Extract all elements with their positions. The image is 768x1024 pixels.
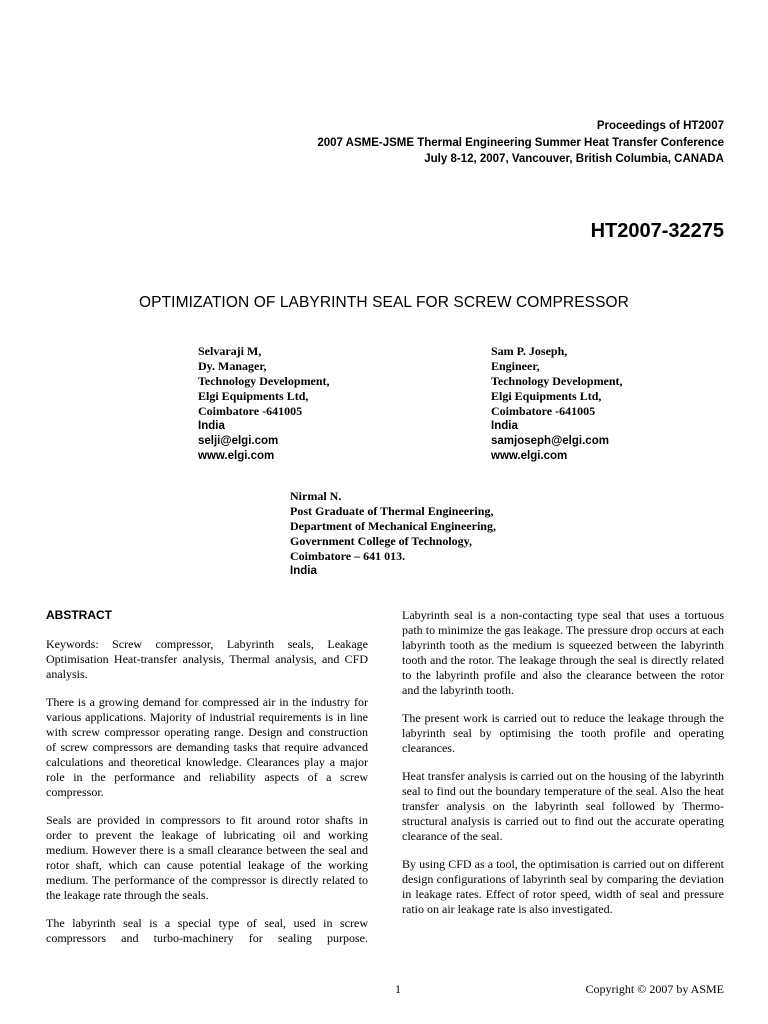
author-website: www.elgi.com bbox=[198, 450, 275, 462]
author-position: Post Graduate of Thermal Engineering, bbox=[290, 504, 494, 518]
conference-header bbox=[200, 118, 724, 168]
author-country: India bbox=[290, 565, 317, 577]
author-name: Selvaraji M, bbox=[198, 344, 262, 358]
body-paragraph: Heat transfer analysis is carried out on the housing of the labyrinth seal to find out the boundary temperature of the seal. Also the heat transfer analysis on the labyrinth seal followed by Thermo-structural analysis is carried out to find out the accurate operating clearance of the seal. bbox=[402, 769, 724, 843]
author-organization: Elgi Equipments Ltd, bbox=[198, 389, 309, 403]
author-name: Sam P. Joseph, bbox=[491, 344, 568, 358]
author-position: Dy. Manager, bbox=[198, 359, 267, 373]
abstract-heading: ABSTRACT bbox=[46, 608, 112, 622]
body-paragraph: Seals are provided in compressors to fit around rotor shafts in order to prevent the leakage of lubricating oil and working medium. However there is a small clearance between the seal and rotor shaft, which can cause potential leakage of the working medium. The performance of the compressor is directly related to the leakage rate through the seals. bbox=[46, 813, 368, 902]
left-column bbox=[46, 608, 368, 959]
author-country: India bbox=[198, 420, 225, 432]
body-paragraph: The labyrinth seal is a special type of seal, used in screw compressors and turbo-machinery for sealing purpose. bbox=[46, 916, 368, 945]
author-block-2 bbox=[491, 344, 623, 464]
author-email: selji@elgi.com bbox=[198, 435, 279, 447]
author-department: Technology Development, bbox=[198, 374, 330, 388]
author-name: Nirmal N. bbox=[290, 489, 342, 503]
author-city: Coimbatore -641005 bbox=[198, 404, 303, 418]
paper-title: OPTIMIZATION OF LABYRINTH SEAL FOR SCREW COMPRESSOR bbox=[139, 294, 629, 311]
conference-name: 2007 ASME-JSME Thermal Engineering Summer Heat Transfer Conference bbox=[317, 136, 724, 149]
author-country: India bbox=[491, 420, 518, 432]
body-paragraph: There is a growing demand for compressed air in the industry for various applications. Majority of industrial requirements is in line with screw compressor operating range. Design and construction of screw compressors are demanding tasks that require advanced calculations and theoretical knowledge. Clearances play a major role in the performance and reliability aspects of a screw compressor. bbox=[46, 695, 368, 799]
body-paragraph: By using CFD as a tool, the optimisation is carried out on different design configurations of labyrinth seal by comparing the deviation in leakage rates. Effect of rotor speed, width of seal and pressure ratio on air leakage rate is also investigated. bbox=[402, 857, 724, 916]
body-paragraph: Labyrinth seal is a non-contacting type seal that uses a tortuous path to minimize the gas leakage. The pressure drop occurs at each labyrinth tooth as the medium is squeezed between the labyrinth tooth and the rotor. The leakage through the seal is directly related to the labyrinth profile and also the clearance between the rotor and the labyrinth tooth. bbox=[402, 608, 724, 697]
author-organization: Government College of Technology, bbox=[290, 534, 472, 548]
author-department: Department of Mechanical Engineering, bbox=[290, 519, 496, 533]
paper-id: HT2007-32275 bbox=[590, 220, 724, 242]
keywords-paragraph: Keywords: Screw compressor, Labyrinth seals, Leakage Optimisation Heat-transfer analysis, Thermal analysis, and CFD analysis. bbox=[46, 637, 368, 681]
author-organization: Elgi Equipments Ltd, bbox=[491, 389, 602, 403]
body-paragraph: The present work is carried out to reduce the leakage through the labyrinth seal by optimising the tooth profile and operating clearances. bbox=[402, 711, 724, 755]
author-position: Engineer, bbox=[491, 359, 540, 373]
author-city: Coimbatore – 641 013. bbox=[290, 549, 406, 563]
author-department: Technology Development, bbox=[491, 374, 623, 388]
author-website: www.elgi.com bbox=[491, 450, 568, 462]
author-city: Coimbatore -641005 bbox=[491, 404, 596, 418]
conference-dates-location: July 8-12, 2007, Vancouver, British Columbia, CANADA bbox=[424, 153, 724, 165]
copyright-notice: Copyright © 2007 by ASME bbox=[585, 982, 724, 996]
proceedings-line: Proceedings of HT2007 bbox=[596, 120, 724, 132]
page-number: 1 bbox=[395, 982, 401, 996]
author-email: samjoseph@elgi.com bbox=[491, 435, 609, 447]
right-column bbox=[402, 608, 724, 930]
author-block-1 bbox=[198, 344, 330, 464]
author-block-3 bbox=[290, 489, 496, 579]
